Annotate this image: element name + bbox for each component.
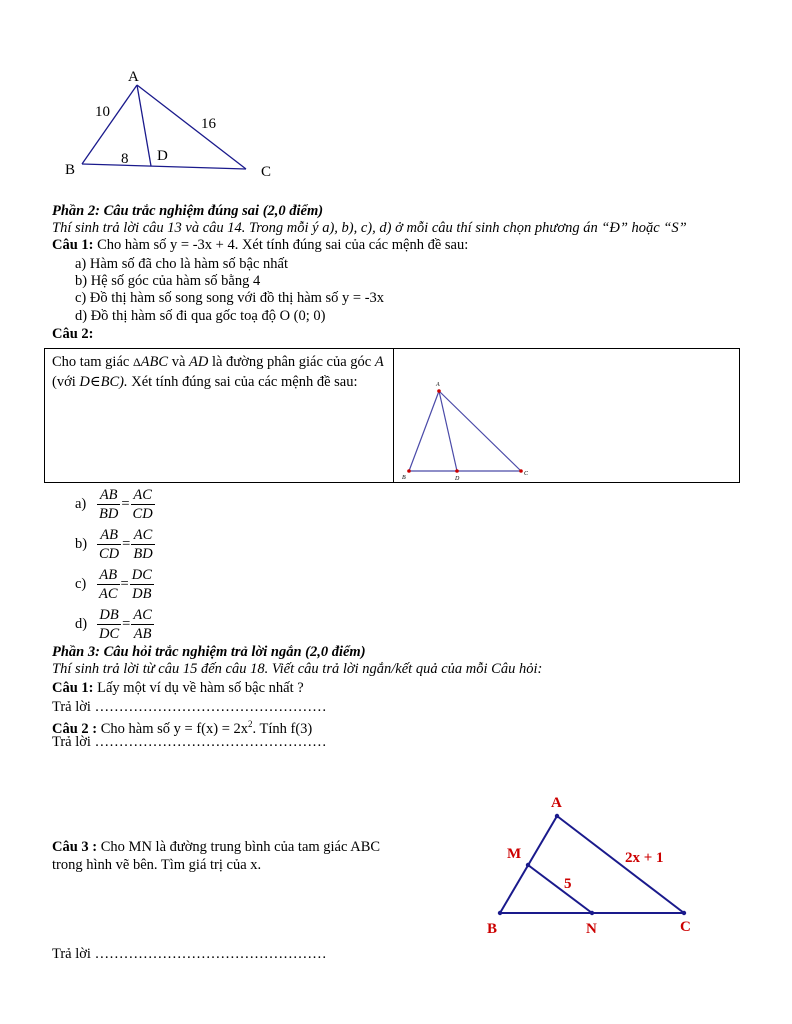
side-ac-expression: 2x + 1 bbox=[625, 850, 664, 866]
answer-line: Trả lời ………………………………………… bbox=[52, 699, 327, 715]
question-2-table bbox=[44, 348, 740, 483]
part2-question-1 bbox=[52, 237, 468, 254]
option-c: c) $\frac{AB}{AC}$ = $\frac{DC}{DB}$ bbox=[75, 566, 152, 602]
statement-item: d) Đồ thị hàm số đi qua gốc toạ độ O (0; 0) bbox=[75, 308, 326, 324]
part3-heading: Phần 3: Câu hỏi trắc nghiệm trả lời ngắn (2,0 điểm) bbox=[52, 644, 366, 660]
statement-item: c) Đồ thị hàm số song song với đồ thị hàm số y = -3x bbox=[75, 290, 385, 306]
point-m-label: M bbox=[507, 846, 522, 862]
part3-question-3: Câu 3 : Cho MN là đường trung bình của tam giác ABC bbox=[52, 839, 381, 855]
part3-question-2: Câu 2 : Cho hàm số $y = f(x) = 2x^2$. Tính f(3) bbox=[52, 719, 313, 737]
triangle-figure-1 bbox=[60, 65, 290, 190]
side-ab-length: 10 bbox=[95, 104, 110, 120]
vertex-c-label: C bbox=[524, 471, 529, 477]
side-ac-length: 16 bbox=[201, 116, 216, 132]
part2-question-2-label: Câu 2: bbox=[52, 326, 94, 342]
question-2-text: Cho tam giác ΔABC và AD là đường phân giác của góc A (với D∈BC). Xét tính đúng sai của các mệnh đề sau: bbox=[52, 354, 384, 390]
part2-heading: Phần 2: Câu trắc nghiệm đúng sai (2,0 điểm) bbox=[52, 203, 324, 219]
segment-mn-length: 5 bbox=[564, 876, 572, 892]
table-divider bbox=[393, 349, 394, 482]
option-b: b) $\frac{AB}{CD}$ = $\frac{AC}{BD}$ bbox=[75, 526, 153, 562]
part3-instruction: Thí sinh trả lời từ câu 15 đến câu 18. Viết câu trả lời ngắn/kết quả của mỗi Câu hỏi: bbox=[52, 661, 543, 677]
vertex-a-label: A bbox=[551, 795, 562, 811]
vertex-b-label: B bbox=[65, 162, 76, 178]
vertex-a-label: A bbox=[128, 69, 139, 85]
answer-line: Trả lời ………………………………………… bbox=[52, 946, 327, 962]
part3-question-3-cont: trong hình vẽ bên. Tìm giá trị của x. bbox=[52, 857, 262, 873]
vertex-b-label: B bbox=[487, 921, 498, 937]
segment-bd-length: 8 bbox=[121, 151, 129, 167]
option-d: d) $\frac{DB}{DC}$ = $\frac{AC}{AB}$ bbox=[75, 606, 152, 642]
triangle-figure-2 bbox=[397, 379, 537, 483]
vertex-b-label: B bbox=[402, 475, 406, 481]
part2-instruction: Thí sinh trả lời câu 13 và câu 14. Trong mỗi ý a), b), c), d) ở mỗi câu thí sinh chọn phương án “Đ” hoặc “S” bbox=[52, 220, 687, 236]
point-d-label: D bbox=[157, 148, 168, 164]
vertex-c-label: C bbox=[261, 164, 272, 180]
vertex-a-label: A bbox=[436, 382, 440, 388]
question-label: Câu 1: bbox=[52, 237, 94, 253]
point-n-label: N bbox=[586, 921, 597, 937]
answer-line: Trả lời ………………………………………… bbox=[52, 734, 327, 750]
triangle-figure-3 bbox=[480, 790, 710, 940]
question-text: Cho hàm số y = -3x + 4. Xét tính đúng sai của các mệnh đề sau: bbox=[93, 237, 469, 253]
part3-question-1: Câu 1: Lấy một ví dụ về hàm số bậc nhất ? bbox=[52, 680, 304, 696]
vertex-c-label: C bbox=[680, 919, 691, 935]
option-a: a) $\frac{AB}{BD}$ = $\frac{AC}{CD}$ bbox=[75, 486, 153, 522]
statement-item: b) Hệ số góc của hàm số bằng 4 bbox=[75, 273, 261, 289]
statement-item: a) Hàm số đã cho là hàm số bậc nhất bbox=[75, 256, 288, 272]
point-d-label: D bbox=[455, 476, 460, 482]
